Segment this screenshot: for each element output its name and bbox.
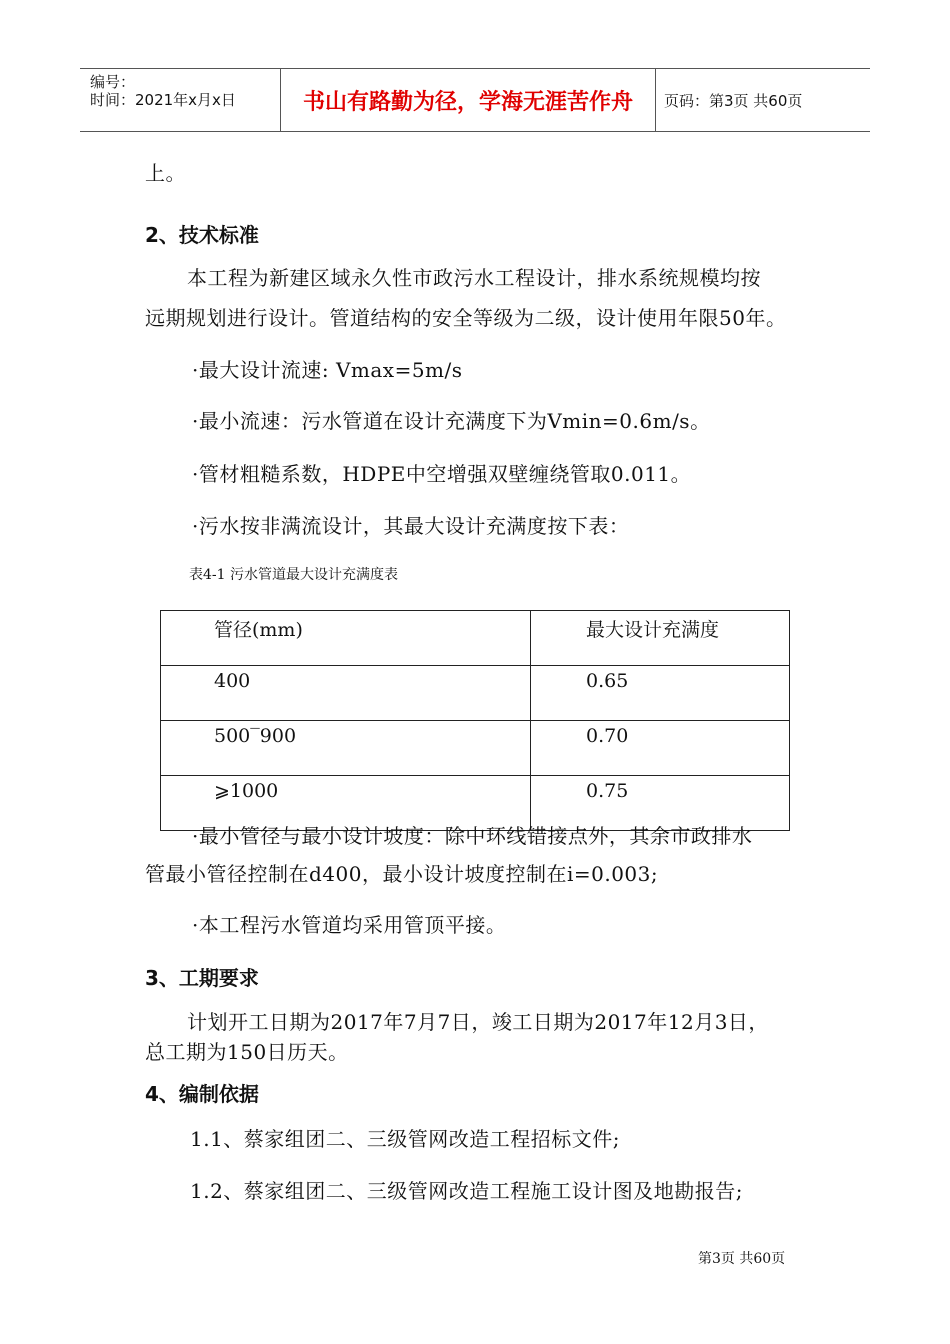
table-cell: 0.75 bbox=[531, 776, 790, 831]
document-number-label: 编号： bbox=[90, 73, 136, 91]
section-3-paragraph-line-1: 计划开工日期为2017年7月7日，竣工日期为2017年12月3日， bbox=[187, 1010, 769, 1034]
table-row bbox=[161, 666, 790, 721]
basis-item-1: 1.1、蔡家组团二、三级管网改造工程招标文件; bbox=[190, 1127, 621, 1151]
continuation-text: 上。 bbox=[145, 161, 186, 185]
bullet-min-diameter-line-2: 管最小管径控制在d400，最小设计坡度控制在i=0.003; bbox=[145, 862, 659, 886]
section-2-paragraph-line-2: 远期规划进行设计。管道结构的安全等级为二级，设计使用年限50年。 bbox=[145, 306, 787, 330]
header-motto: 书山有路勤为径，学海无涯苦作舟 bbox=[280, 69, 656, 131]
bullet-min-diameter-line-1: ·最小管径与最小设计坡度：除中环线错接点外，其余市政排水 bbox=[192, 824, 753, 848]
header-page-info: 页码：第3页 共60页 bbox=[664, 91, 803, 110]
fullness-table bbox=[160, 610, 790, 831]
table-cell: 500‾900 bbox=[161, 721, 531, 776]
table-cell: 400 bbox=[161, 666, 531, 721]
document-time-label: 时间：2021年x月x日 bbox=[90, 91, 236, 109]
table-header-cell: 管径(mm) bbox=[161, 611, 531, 666]
page-footer: 第3页 共60页 bbox=[698, 1251, 786, 1267]
section-2-paragraph-line-1: 本工程为新建区域永久性市政污水工程设计，排水系统规模均按 bbox=[187, 266, 761, 290]
section-2-heading: 2、技术标准 bbox=[145, 223, 259, 247]
header-meta bbox=[80, 69, 280, 131]
basis-item-2: 1.2、蔡家组团二、三级管网改造工程施工设计图及地勘报告; bbox=[190, 1179, 744, 1203]
section-3-paragraph-line-2: 总工期为150日历天。 bbox=[145, 1040, 349, 1064]
bullet-max-velocity: ·最大设计流速: Vmax=5m/s bbox=[192, 358, 463, 382]
bullet-nonfull-flow: ·污水按非满流设计，其最大设计充满度按下表： bbox=[192, 514, 630, 538]
bullet-min-velocity: ·最小流速：污水管道在设计充满度下为Vmin=0.6m/s。 bbox=[192, 409, 711, 433]
page-header bbox=[80, 68, 870, 132]
table-caption: 表4-1 污水管道最大设计充满度表 bbox=[189, 567, 398, 583]
table-cell: ⩾1000 bbox=[161, 776, 531, 831]
section-4-heading: 4、编制依据 bbox=[145, 1082, 259, 1106]
bullet-pipe-connection: ·本工程污水管道均采用管顶平接。 bbox=[192, 913, 507, 937]
section-3-heading: 3、工期要求 bbox=[145, 966, 259, 990]
table-header-row bbox=[161, 611, 790, 666]
table-cell: 0.65 bbox=[531, 666, 790, 721]
table-header-cell: 最大设计充满度 bbox=[531, 611, 790, 666]
table-cell: 0.70 bbox=[531, 721, 790, 776]
table-row bbox=[161, 721, 790, 776]
bullet-roughness: ·管材粗糙系数，HDPE中空增强双壁缠绕管取0.011。 bbox=[192, 462, 692, 486]
